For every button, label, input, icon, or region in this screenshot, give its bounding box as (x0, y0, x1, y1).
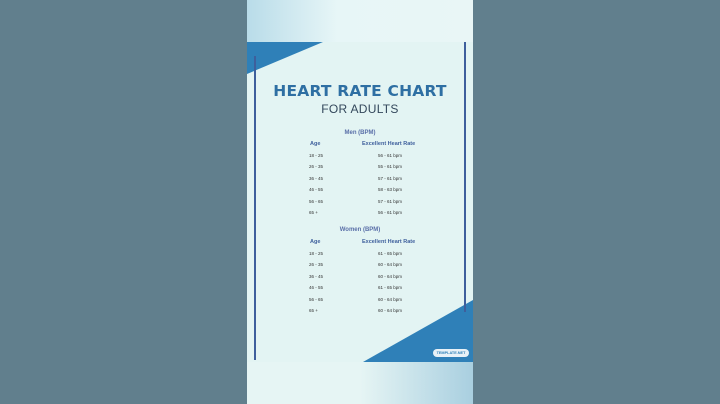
age-cell: 36 - 45 (309, 175, 324, 181)
age-cell: 26 - 35 (309, 262, 324, 268)
age-cell: 56 - 65 (309, 198, 324, 204)
rate-cell: 60 - 64 bpm (378, 296, 403, 302)
age-cell: 56 - 65 (309, 296, 324, 302)
right-background (473, 0, 720, 404)
age-cell: 18 - 25 (309, 251, 324, 256)
document-frame (247, 0, 473, 404)
men-section-title: Men (BPM) (344, 130, 376, 136)
rate-cell: 57 - 61 bpm (378, 198, 403, 204)
men-rate-header: Excellent Heart Rate (362, 141, 416, 147)
rate-cell: 61 - 65 bpm (378, 251, 403, 256)
rate-cell: 57 - 61 bpm (378, 175, 403, 181)
top-fade (247, 0, 473, 42)
left-background (0, 0, 247, 404)
rate-cell: 61 - 65 bpm (378, 285, 403, 291)
bottom-fade (247, 362, 473, 404)
page-subtitle: FOR ADULTS (321, 102, 399, 116)
rate-cell: 60 - 64 bpm (378, 262, 403, 268)
rate-cell: 60 - 64 bpm (378, 308, 403, 313)
rate-cell: 60 - 64 bpm (378, 273, 403, 279)
women-age-header: Age (310, 239, 321, 245)
age-cell: 18 - 25 (309, 153, 324, 158)
age-cell: 36 - 45 (309, 273, 324, 279)
age-cell: 46 - 55 (309, 187, 324, 193)
top-left-triangle-decoration (247, 42, 323, 74)
age-cell: 26 - 35 (309, 164, 324, 170)
women-rate-header: Excellent Heart Rate (362, 239, 416, 245)
age-cell: 46 - 55 (309, 285, 324, 291)
age-cell: 65 + (309, 308, 318, 313)
age-cell: 65 + (309, 210, 318, 215)
men-age-header: Age (310, 141, 321, 147)
women-section-title: Women (BPM) (339, 227, 381, 233)
template-logo: TEMPLATE.NET (433, 349, 469, 357)
page-title: HEART RATE CHART (273, 82, 447, 100)
rate-cell: 56 - 61 bpm (378, 210, 403, 215)
rate-cell: 58 - 63 bpm (378, 187, 403, 193)
rate-cell: 56 - 61 bpm (378, 153, 403, 158)
rate-cell: 55 - 61 bpm (378, 164, 403, 170)
chart-page (247, 42, 473, 362)
